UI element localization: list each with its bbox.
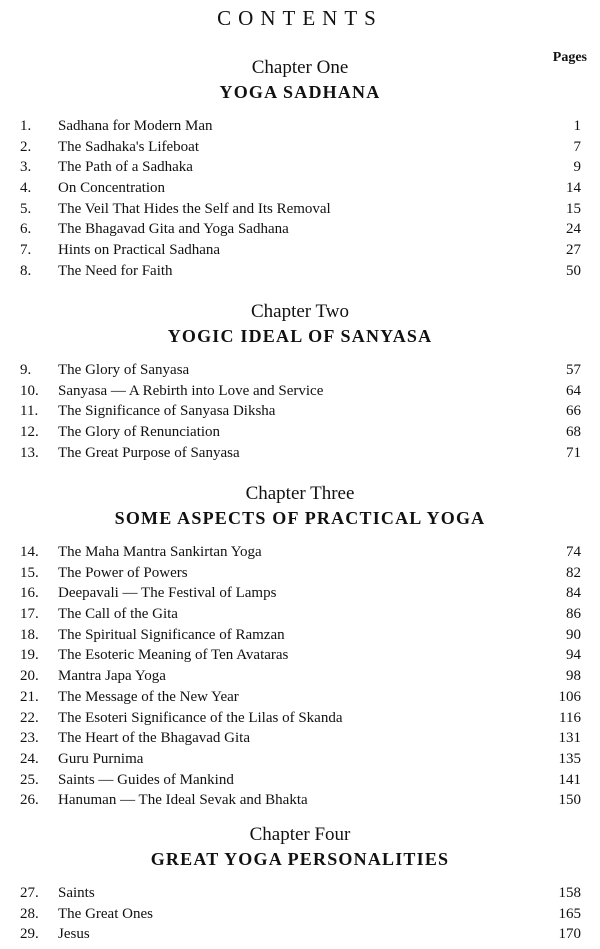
page-title: CONTENTS	[217, 6, 383, 30]
entry-number: 8.	[20, 262, 32, 279]
entry-number: 20.	[20, 668, 39, 685]
entry-title: Deepavali — The Festival of Lamps	[58, 585, 277, 602]
entry-number: 1.	[20, 118, 32, 134]
entry-number: 16.	[20, 585, 39, 602]
entry-number: 4.	[20, 180, 32, 197]
entry-number: 10.	[20, 382, 39, 399]
toc-entry	[0, 563, 600, 584]
entry-title: The Message of the New Year	[58, 688, 239, 705]
toc-entry	[0, 542, 600, 563]
entry-number: 21.	[20, 688, 39, 705]
chapter-number: Chapter One	[251, 57, 349, 78]
entry-page-number: 116	[559, 709, 581, 726]
entry-number: 14.	[20, 544, 39, 560]
toc-entry	[0, 708, 600, 729]
entry-title: The Great Ones	[58, 905, 153, 922]
chapter-title: YOGIC IDEAL OF SANYASA	[167, 326, 433, 346]
entry-page-number: 158	[558, 885, 581, 901]
entry-title: The Esoteric Meaning of Ten Avataras	[58, 647, 289, 664]
entry-page-number: 68	[566, 424, 581, 441]
entry-page-number: 150	[558, 792, 581, 809]
entry-title: The Great Purpose of Sanyasa	[58, 444, 240, 461]
chapter-section	[0, 823, 600, 945]
entry-title: On Concentration	[58, 180, 166, 197]
entry-page-number: 106	[558, 688, 581, 705]
chapter-entries	[0, 116, 600, 282]
entry-page-number: 15	[566, 200, 581, 217]
toc-entry	[0, 219, 600, 240]
entry-page-number: 71	[566, 444, 581, 461]
entry-page-number: 141	[558, 771, 581, 788]
entry-title: The Spiritual Significance of Ramzan	[58, 626, 285, 643]
entry-page-number: 131	[558, 730, 581, 747]
entry-page-number: 74	[566, 544, 581, 560]
entry-title: The Call of the Gita	[58, 606, 178, 623]
toc-entry	[0, 178, 600, 199]
entry-page-number: 1	[573, 118, 581, 134]
entry-title: Saints	[58, 885, 95, 901]
toc-entry	[0, 381, 600, 402]
toc-entry	[0, 687, 600, 708]
entry-number: 6.	[20, 221, 32, 238]
entry-number: 12.	[20, 424, 39, 441]
entry-title: The Bhagavad Gita and Yoga Sadhana	[58, 221, 289, 238]
entry-title: The Sadhaka's Lifeboat	[58, 138, 199, 155]
toc-entry	[0, 645, 600, 666]
entry-page-number: 57	[566, 362, 581, 378]
entry-page-number: 50	[566, 262, 581, 279]
entry-title: The Power of Powers	[58, 564, 188, 581]
entry-title: The Need for Faith	[58, 262, 173, 279]
entry-page-number: 90	[566, 626, 581, 643]
entry-page-number: 84	[566, 585, 581, 602]
entry-title: Sanyasa — A Rebirth into Love and Service	[58, 382, 324, 399]
entry-number: 28.	[20, 905, 39, 922]
entry-number: 22.	[20, 709, 39, 726]
entry-page-number: 165	[558, 905, 581, 922]
entry-number: 15.	[20, 564, 39, 581]
toc-entry	[0, 790, 600, 811]
entry-number: 3.	[20, 159, 32, 176]
toc-entry	[0, 883, 600, 904]
entry-page-number: 86	[566, 606, 581, 623]
entry-title: Hints on Practical Sadhana	[58, 242, 221, 259]
entry-number: 18.	[20, 626, 39, 643]
entry-number: 13.	[20, 444, 39, 461]
entry-page-number: 14	[566, 180, 581, 197]
entry-number: 25.	[20, 771, 39, 788]
chapter-section	[0, 482, 600, 811]
chapter-entries	[0, 542, 600, 811]
entry-page-number: 170	[558, 926, 581, 943]
entry-page-number: 94	[566, 647, 581, 664]
entry-number: 11.	[20, 403, 39, 420]
entry-title: The Heart of the Bhagavad Gita	[58, 730, 251, 747]
entry-title: The Glory of Sanyasa	[58, 362, 190, 378]
chapter-number: Chapter Four	[249, 824, 351, 845]
entry-title: Guru Purnima	[58, 750, 144, 767]
entry-title: Sadhana for Modern Man	[58, 118, 213, 134]
entry-number: 17.	[20, 606, 39, 623]
entry-page-number: 24	[566, 221, 581, 238]
chapter-section	[0, 300, 600, 463]
toc-entry	[0, 240, 600, 261]
toc-entry	[0, 137, 600, 158]
toc-entry	[0, 422, 600, 443]
toc-entry	[0, 116, 600, 137]
entry-page-number: 82	[566, 564, 581, 581]
chapter-number: Chapter Three	[245, 483, 355, 504]
entry-title: The Glory of Renunciation	[58, 424, 221, 441]
chapter-section	[0, 56, 600, 282]
toc-entry	[0, 360, 600, 381]
toc-entry	[0, 770, 600, 791]
chapter-number: Chapter Two	[250, 301, 350, 322]
entry-number: 26.	[20, 792, 39, 809]
entry-number: 5.	[20, 200, 32, 217]
chapter-title: SOME ASPECTS OF PRACTICAL YOGA	[114, 508, 486, 528]
toc-entry	[0, 401, 600, 422]
entry-number: 7.	[20, 242, 32, 259]
toc-entry	[0, 924, 600, 945]
chapter-entries	[0, 360, 600, 463]
entry-title: The Significance of Sanyasa Diksha	[58, 403, 276, 420]
entry-number: 24.	[20, 750, 39, 767]
entry-title: Jesus	[58, 926, 90, 943]
entry-number: 23.	[20, 730, 39, 747]
toc-entry	[0, 157, 600, 178]
entry-page-number: 66	[566, 403, 581, 420]
entry-page-number: 9	[573, 159, 581, 176]
entry-number: 29.	[20, 926, 39, 943]
entry-title: The Esoteri Significance of the Lilas of Skanda	[58, 709, 343, 726]
toc-entry	[0, 904, 600, 925]
pages-column-label: Pages	[552, 50, 587, 65]
chapter-title: GREAT YOGA PERSONALITIES	[150, 849, 450, 869]
toc-entry	[0, 749, 600, 770]
entry-page-number: 135	[558, 750, 581, 767]
chapter-entries	[0, 883, 600, 945]
toc-entry	[0, 728, 600, 749]
toc-entry	[0, 261, 600, 282]
entry-number: 19.	[20, 647, 39, 664]
toc-entry	[0, 199, 600, 220]
entry-title: Saints — Guides of Mankind	[58, 771, 234, 788]
entry-page-number: 64	[566, 382, 581, 399]
entry-page-number: 98	[566, 668, 581, 685]
toc-entry	[0, 604, 600, 625]
entry-number: 27.	[20, 885, 39, 901]
entry-page-number: 27	[566, 242, 581, 259]
entry-title: Mantra Japa Yoga	[58, 668, 166, 685]
toc-entry	[0, 625, 600, 646]
entry-title: The Maha Mantra Sankirtan Yoga	[58, 544, 262, 560]
toc-entry	[0, 443, 600, 464]
entry-title: The Path of a Sadhaka	[58, 159, 193, 176]
toc-entry	[0, 583, 600, 604]
toc-entry	[0, 666, 600, 687]
chapter-title: YOGA SADHANA	[219, 82, 381, 102]
entry-number: 2.	[20, 138, 32, 155]
entry-title: The Veil That Hides the Self and Its Removal	[58, 200, 331, 217]
entry-number: 9.	[20, 362, 32, 378]
entry-title: Hanuman — The Ideal Sevak and Bhakta	[58, 792, 308, 809]
entry-page-number: 7	[573, 138, 581, 155]
